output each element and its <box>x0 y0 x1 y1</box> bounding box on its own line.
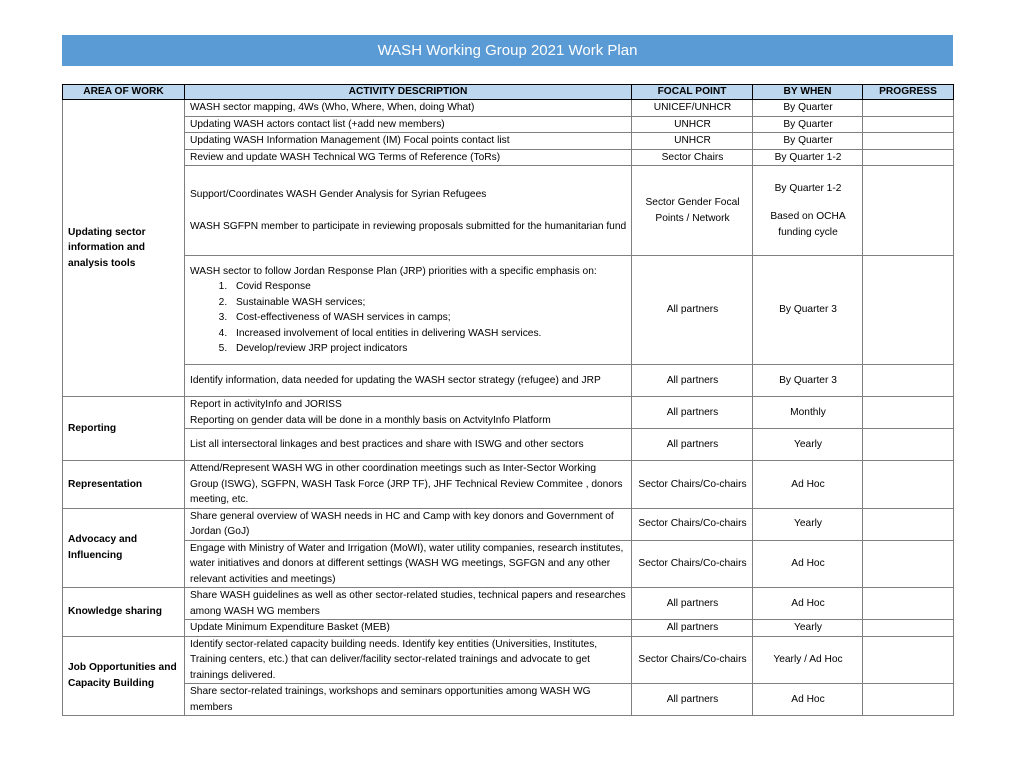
activity-cell: Share sector-related trainings, workshops and seminars opportunities among WASH WG members <box>185 684 632 716</box>
table-row <box>63 365 954 397</box>
header-progress: PROGRESS <box>863 85 954 100</box>
progress-cell <box>863 365 954 397</box>
by-when-cell: By Quarter <box>753 116 863 133</box>
header-activity: ACTIVITY DESCRIPTION <box>185 85 632 100</box>
table-row <box>63 684 954 716</box>
activity-cell: Share WASH guidelines as well as other sector-related studies, technical papers and researches among WASH WG members <box>185 588 632 620</box>
focal-point-cell: UNICEF/UNHCR <box>632 100 753 117</box>
progress-cell <box>863 636 954 684</box>
focal-point-cell: All partners <box>632 684 753 716</box>
progress-cell <box>863 149 954 166</box>
by-when-cell: Ad Hoc <box>753 540 863 588</box>
list-item: 4. Increased involvement of local entities in delivering WASH services. <box>230 326 627 342</box>
table-row <box>63 133 954 150</box>
progress-cell <box>863 684 954 716</box>
area-representation: Representation <box>63 461 185 509</box>
activity-jrp-priorities: WASH sector to follow Jordan Response Plan (JRP) priorities with a specific emphasis on: <box>190 265 597 277</box>
activity-gender-analysis: Support/Coordinates WASH Gender Analysis for Syrian Refugees <box>190 189 487 200</box>
area-advocacy: Advocacy and Influencing <box>63 508 185 588</box>
by-when-cell: By Quarter 3 <box>753 365 863 397</box>
table-row <box>63 588 954 620</box>
activity-cell: Updating WASH Information Management (IM) Focal points contact list <box>185 133 632 150</box>
activity-cell: Attend/Represent WASH WG in other coordination meetings such as Inter-Sector Working Group (ISWG), SGFPN, WASH Task Force (JRP TF), JHF Technical Review Commitee , donors meeting, etc. <box>185 461 632 509</box>
by-when-quarter: By Quarter 1-2 <box>774 182 842 194</box>
focal-point-cell: Sector Chairs/Co-chairs <box>632 508 753 540</box>
progress-cell <box>863 116 954 133</box>
work-plan-table <box>62 84 954 716</box>
list-item: 1. Covid Response <box>230 279 627 295</box>
area-job-opportunities: Job Opportunities and Capacity Building <box>63 636 185 716</box>
focal-point-cell: All partners <box>632 588 753 620</box>
table-row <box>63 620 954 637</box>
by-when-cell: By Quarter <box>753 100 863 117</box>
focal-point-cell: All partners <box>632 365 753 397</box>
table-row <box>63 166 954 256</box>
by-when-cell: By Quarter <box>753 133 863 150</box>
table-row <box>63 461 954 509</box>
progress-cell <box>863 588 954 620</box>
header-area: AREA OF WORK <box>63 85 185 100</box>
focal-point-cell: UNHCR <box>632 133 753 150</box>
by-when-cell: Yearly <box>753 429 863 461</box>
table-row <box>63 540 954 588</box>
list-item: 3. Cost-effectiveness of WASH services in camps; <box>230 310 627 326</box>
by-when-cell: Yearly <box>753 620 863 637</box>
focal-point-cell: All partners <box>632 429 753 461</box>
table-row <box>63 508 954 540</box>
activity-cell: Updating WASH actors contact list (+add new members) <box>185 116 632 133</box>
activity-cell: Identify sector-related capacity building needs. Identify key entities (Universities, Institutes, Training centers, etc.) that can deliver/facility sector-related trainings and advocate to get trainings delivered. <box>185 636 632 684</box>
table-row <box>63 149 954 166</box>
table-row <box>63 116 954 133</box>
focal-point-cell: Sector Chairs <box>632 149 753 166</box>
list-item: 2. Sustainable WASH services; <box>230 295 627 311</box>
activity-report-activityinfo: Report in activityInfo and JORISS <box>190 399 342 410</box>
table-row <box>63 397 954 429</box>
by-when-cell: Ad Hoc <box>753 684 863 716</box>
activity-sgfpn-review: WASH SGFPN member to participate in reviewing proposals submitted for the humanitarian fund <box>190 220 627 232</box>
focal-point-cell: Sector Gender Focal Points / Network <box>632 166 753 256</box>
progress-cell <box>863 461 954 509</box>
progress-cell <box>863 508 954 540</box>
activity-cell <box>185 256 632 365</box>
by-when-cell: Ad Hoc <box>753 588 863 620</box>
focal-point-cell: All partners <box>632 256 753 365</box>
activity-cell: Engage with Ministry of Water and Irrigation (MoWI), water utility companies, research institutes, water initiatives and donors at different settings (WASH WG meetings, SGFGN and any other relevant activities and meetings) <box>185 540 632 588</box>
focal-point-cell: All partners <box>632 620 753 637</box>
progress-cell <box>863 256 954 365</box>
table-row <box>63 636 954 684</box>
list-item: 5. Develop/review JRP project indicators <box>230 341 627 357</box>
focal-point-cell: Sector Chairs/Co-chairs <box>632 461 753 509</box>
activity-cell: WASH sector mapping, 4Ws (Who, Where, When, doing What) <box>185 100 632 117</box>
by-when-cell: Yearly <box>753 508 863 540</box>
table-row <box>63 256 954 365</box>
activity-cell <box>185 397 632 429</box>
table-row <box>63 100 954 117</box>
progress-cell <box>863 133 954 150</box>
table-row <box>63 429 954 461</box>
activity-cell: Share general overview of WASH needs in HC and Camp with key donors and Government of Jordan (GoJ) <box>185 508 632 540</box>
progress-cell <box>863 166 954 256</box>
activity-gender-data-reporting: Reporting on gender data will be done in a monthly basis on ActvityInfo Platform <box>190 414 551 426</box>
activity-cell: Identify information, data needed for updating the WASH sector strategy (refugee) and JRP <box>185 365 632 397</box>
focal-point-cell: All partners <box>632 397 753 429</box>
header-focal-point: FOCAL POINT <box>632 85 753 100</box>
focal-point-cell: UNHCR <box>632 116 753 133</box>
by-when-cell: By Quarter 1-2 <box>753 149 863 166</box>
by-when-cell: Yearly / Ad Hoc <box>753 636 863 684</box>
progress-cell <box>863 397 954 429</box>
activity-cell <box>185 166 632 256</box>
progress-cell <box>863 540 954 588</box>
activity-cell: Review and update WASH Technical WG Terms of Reference (ToRs) <box>185 149 632 166</box>
progress-cell <box>863 100 954 117</box>
progress-cell <box>863 620 954 637</box>
area-reporting: Reporting <box>63 397 185 461</box>
area-updating-sector-info: Updating sector information and analysis tools <box>63 100 185 397</box>
focal-point-cell: Sector Chairs/Co-chairs <box>632 636 753 684</box>
header-by-when: BY WHEN <box>753 85 863 100</box>
by-when-cell <box>753 166 863 256</box>
table-header-row <box>63 85 954 100</box>
activity-cell: List all intersectoral linkages and best practices and share with ISWG and other sectors <box>185 429 632 461</box>
area-knowledge-sharing: Knowledge sharing <box>63 588 185 637</box>
progress-cell <box>863 429 954 461</box>
jrp-priorities-list <box>190 279 627 357</box>
by-when-cell: Monthly <box>753 397 863 429</box>
by-when-funding-cycle: Based on OCHA funding cycle <box>770 211 846 238</box>
activity-cell: Update Minimum Expenditure Basket (MEB) <box>185 620 632 637</box>
by-when-cell: By Quarter 3 <box>753 256 863 365</box>
page-title: WASH Working Group 2021 Work Plan <box>62 35 953 66</box>
focal-point-cell: Sector Chairs/Co-chairs <box>632 540 753 588</box>
by-when-cell: Ad Hoc <box>753 461 863 509</box>
